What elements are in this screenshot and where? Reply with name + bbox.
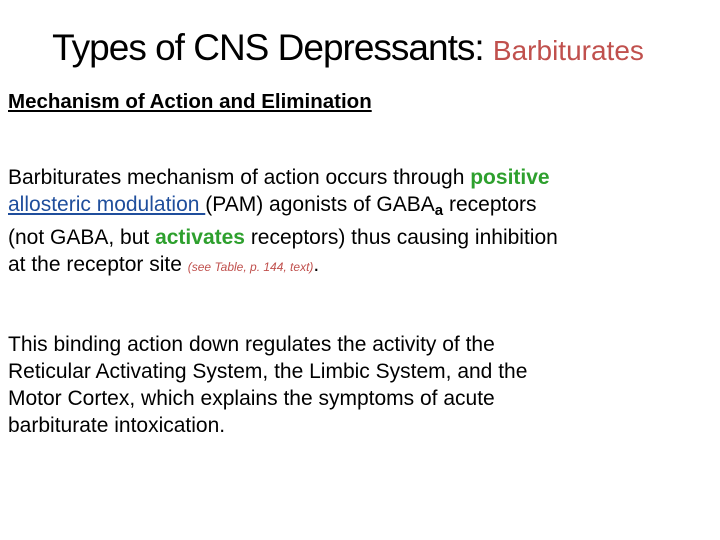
paragraph-line: Motor Cortex, which explains the symptoms of acute (8, 387, 495, 410)
table-reference: (see Table, p. 144, text) (187, 260, 314, 274)
highlight-activates: activates (155, 226, 245, 249)
allosteric-modulation-link[interactable]: allosteric modulation (8, 193, 206, 216)
paragraph-mechanism (8, 164, 708, 281)
text-segment: (PAM) agonists of GABA (205, 193, 435, 216)
title-accent: Barbiturates (492, 35, 644, 66)
text-segment: at the receptor site (8, 253, 188, 276)
paragraph-line: Reticular Activating System, the Limbic System, and the (8, 360, 528, 383)
paragraph-effects (8, 331, 708, 439)
paragraph-line (8, 251, 708, 281)
text-segment: Barbiturates mechanism of action occurs through (8, 166, 471, 189)
title-main: Types of CNS Depressants: (52, 27, 493, 68)
slide-title (0, 26, 696, 73)
text-segment: receptors (443, 193, 537, 216)
text-segment: . (313, 253, 320, 276)
section-heading: Mechanism of Action and Elimination (8, 90, 372, 113)
text-segment: (not GABA, but (8, 226, 156, 249)
paragraph-line (8, 191, 708, 224)
text-segment: receptors) thus causing inhibition (244, 226, 558, 249)
paragraph-line: barbiturate intoxication. (8, 414, 226, 437)
paragraph-line: This binding action down regulates the activity of the (8, 333, 495, 356)
paragraph-line (8, 224, 708, 251)
highlight-positive: positive (470, 166, 550, 189)
gaba-subscript: a (434, 202, 444, 219)
paragraph-line (8, 164, 708, 191)
